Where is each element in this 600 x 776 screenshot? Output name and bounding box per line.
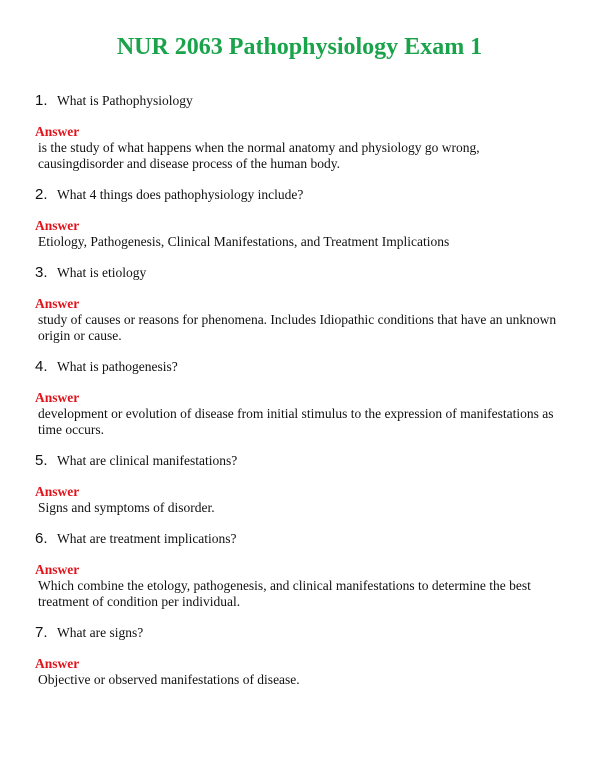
answer-text: development or evolution of disease from initial stimulus to the expression of manifestations as time occurs.: [38, 406, 554, 437]
qa-item: [35, 92, 564, 172]
question-number: 6.: [35, 530, 48, 547]
question: [35, 452, 564, 470]
qa-item: [35, 264, 564, 344]
qa-list: [35, 92, 564, 688]
qa-item: [35, 624, 564, 688]
question-text: What are clinical manifestations?: [57, 453, 238, 468]
question-text: What 4 things does pathophysiology include?: [57, 187, 304, 202]
document-title: NUR 2063 Pathophysiology Exam 1: [116, 34, 483, 60]
answer-text: is the study of what happens when the normal anatomy and physiology go wrong, causingdisorder and disease process of the human body.: [38, 140, 480, 171]
answer-text: Etiology, Pathogenesis, Clinical Manifestations, and Treatment Implications: [38, 234, 450, 249]
qa-item: [35, 358, 564, 438]
answer-label: Answer: [35, 218, 80, 233]
answer-label: Answer: [35, 296, 80, 311]
question-text: What is etiology: [57, 265, 147, 280]
question: [35, 264, 564, 282]
answer-text: Signs and symptoms of disorder.: [38, 500, 215, 515]
question: [35, 92, 564, 110]
question-number: 5.: [35, 452, 48, 469]
question: [35, 624, 564, 642]
question-text: What is pathogenesis?: [57, 359, 178, 374]
question-text: What are signs?: [57, 625, 144, 640]
qa-item: [35, 186, 564, 250]
answer-label: Answer: [35, 656, 80, 671]
answer-label: Answer: [35, 124, 80, 139]
answer-label: Answer: [35, 390, 80, 405]
answer-text: study of causes or reasons for phenomena. Includes Idiopathic conditions that have an unknown origin or cause.: [38, 312, 557, 343]
qa-item: [35, 452, 564, 516]
qa-item: [35, 530, 564, 610]
answer-label: Answer: [35, 562, 80, 577]
answer-text: Which combine the etology, pathogenesis, and clinical manifestations to determine the best treatment of condition per individual.: [38, 578, 531, 609]
question: [35, 358, 564, 376]
answer-label: Answer: [35, 484, 80, 499]
question-number: 1.: [35, 92, 48, 109]
question-text: What are treatment implications?: [57, 531, 237, 546]
question-number: 2.: [35, 186, 48, 203]
question-number: 4.: [35, 358, 48, 375]
question-number: 3.: [35, 264, 48, 281]
answer-text: Objective or observed manifestations of disease.: [38, 672, 300, 687]
question: [35, 186, 564, 204]
question-text: What is Pathophysiology: [57, 93, 193, 108]
question-number: 7.: [35, 624, 48, 641]
question: [35, 530, 564, 548]
